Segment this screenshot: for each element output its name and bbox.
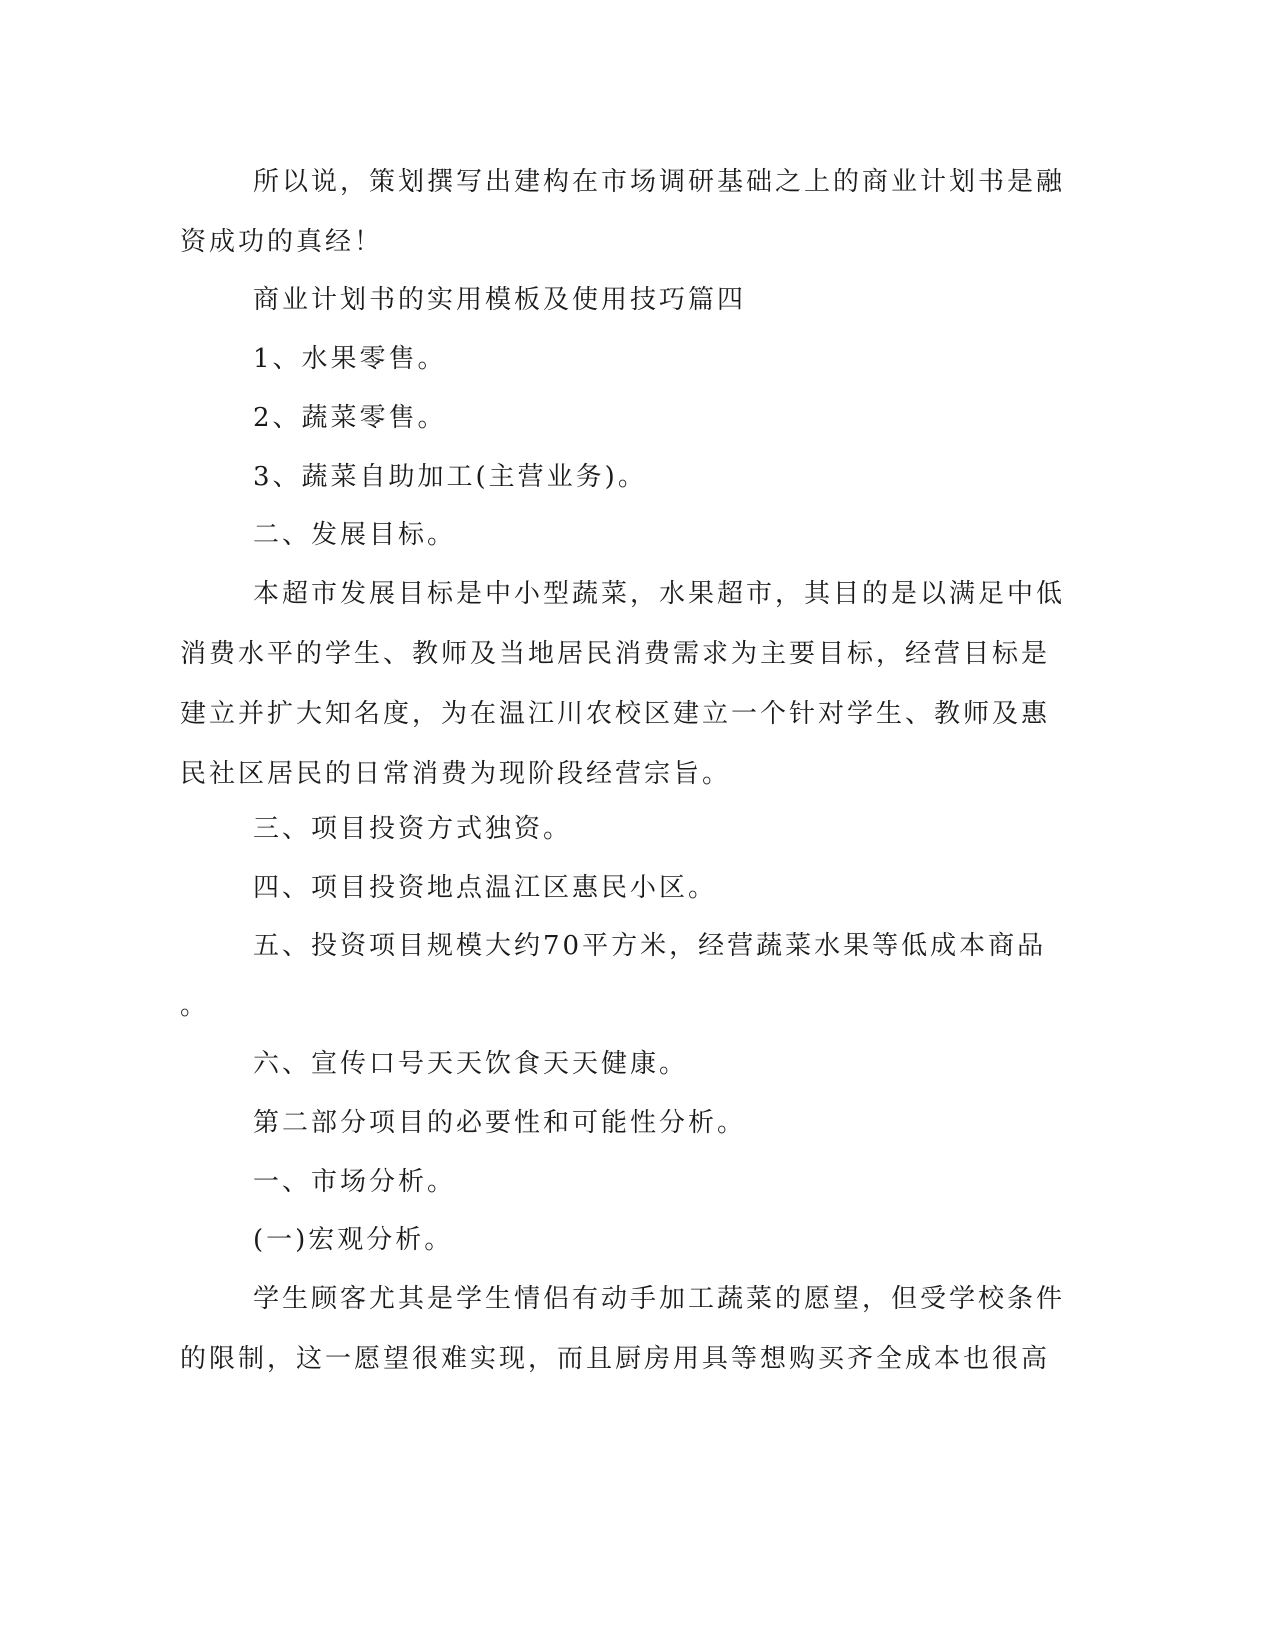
- text-line: 学生顾客尤其是学生情侣有动手加工蔬菜的愿望，但受学校条件: [253, 1284, 1066, 1314]
- list-item: [253, 447, 647, 507]
- paragraph: [180, 1269, 1065, 1389]
- text-line: 2、蔬菜零售。: [253, 403, 447, 433]
- list-item: [253, 329, 447, 389]
- text-line: 一、市场分析。: [253, 1167, 457, 1197]
- text-line: 民社区居民的日常消费为现阶段经营宗旨。: [180, 759, 732, 789]
- paragraph: [253, 799, 572, 859]
- text-line: 所以说，策划撰写出建构在市场调研基础之上的商业计划书是融: [253, 167, 1066, 197]
- section-heading: [253, 1152, 456, 1212]
- paragraph: [253, 858, 717, 918]
- text-line: 1、水果零售。: [253, 344, 447, 374]
- text-line: 的限制，这一愿望很难实现，而且厨房用具等想购买齐全成本也很高: [180, 1344, 1051, 1374]
- section-heading: [253, 505, 456, 565]
- text-line: 消费水平的学生、教师及当地居民消费需求为主要目标，经营目标是: [180, 639, 1051, 669]
- section-heading: [253, 270, 746, 330]
- text-line: 3、蔬菜自助加工(主营业务)。: [253, 462, 647, 492]
- text-line: 二、发展目标。: [253, 520, 457, 550]
- text-line: 五、投资项目规模大约70平方米，经营蔬菜水果等低成本商品: [253, 931, 1047, 961]
- text-line: 四、项目投资地点温江区惠民小区。: [253, 873, 718, 903]
- text-line: 本超市发展目标是中小型蔬菜，水果超市，其目的是以满足中低: [253, 579, 1066, 609]
- text-line: 商业计划书的实用模板及使用技巧篇四: [253, 285, 747, 315]
- text-line: 建立并扩大知名度，为在温江川农校区建立一个针对学生、教师及惠: [180, 699, 1051, 729]
- text-line: 资成功的真经！: [180, 227, 384, 257]
- paragraph: [253, 1034, 688, 1094]
- text-line: 。: [180, 991, 210, 1021]
- text-line: 六、宣传口号天天饮食天天健康。: [253, 1049, 689, 1079]
- text-line: 第二部分项目的必要性和可能性分析。: [253, 1108, 747, 1138]
- list-item: [253, 388, 447, 448]
- text-line: (一)宏观分析。: [253, 1225, 454, 1255]
- text-line: 三、项目投资方式独资。: [253, 814, 573, 844]
- section-heading: [253, 1093, 746, 1153]
- paragraph: [180, 564, 1065, 804]
- paragraph: [180, 916, 1046, 1036]
- section-heading: [253, 1210, 453, 1270]
- paragraph: [180, 152, 1065, 272]
